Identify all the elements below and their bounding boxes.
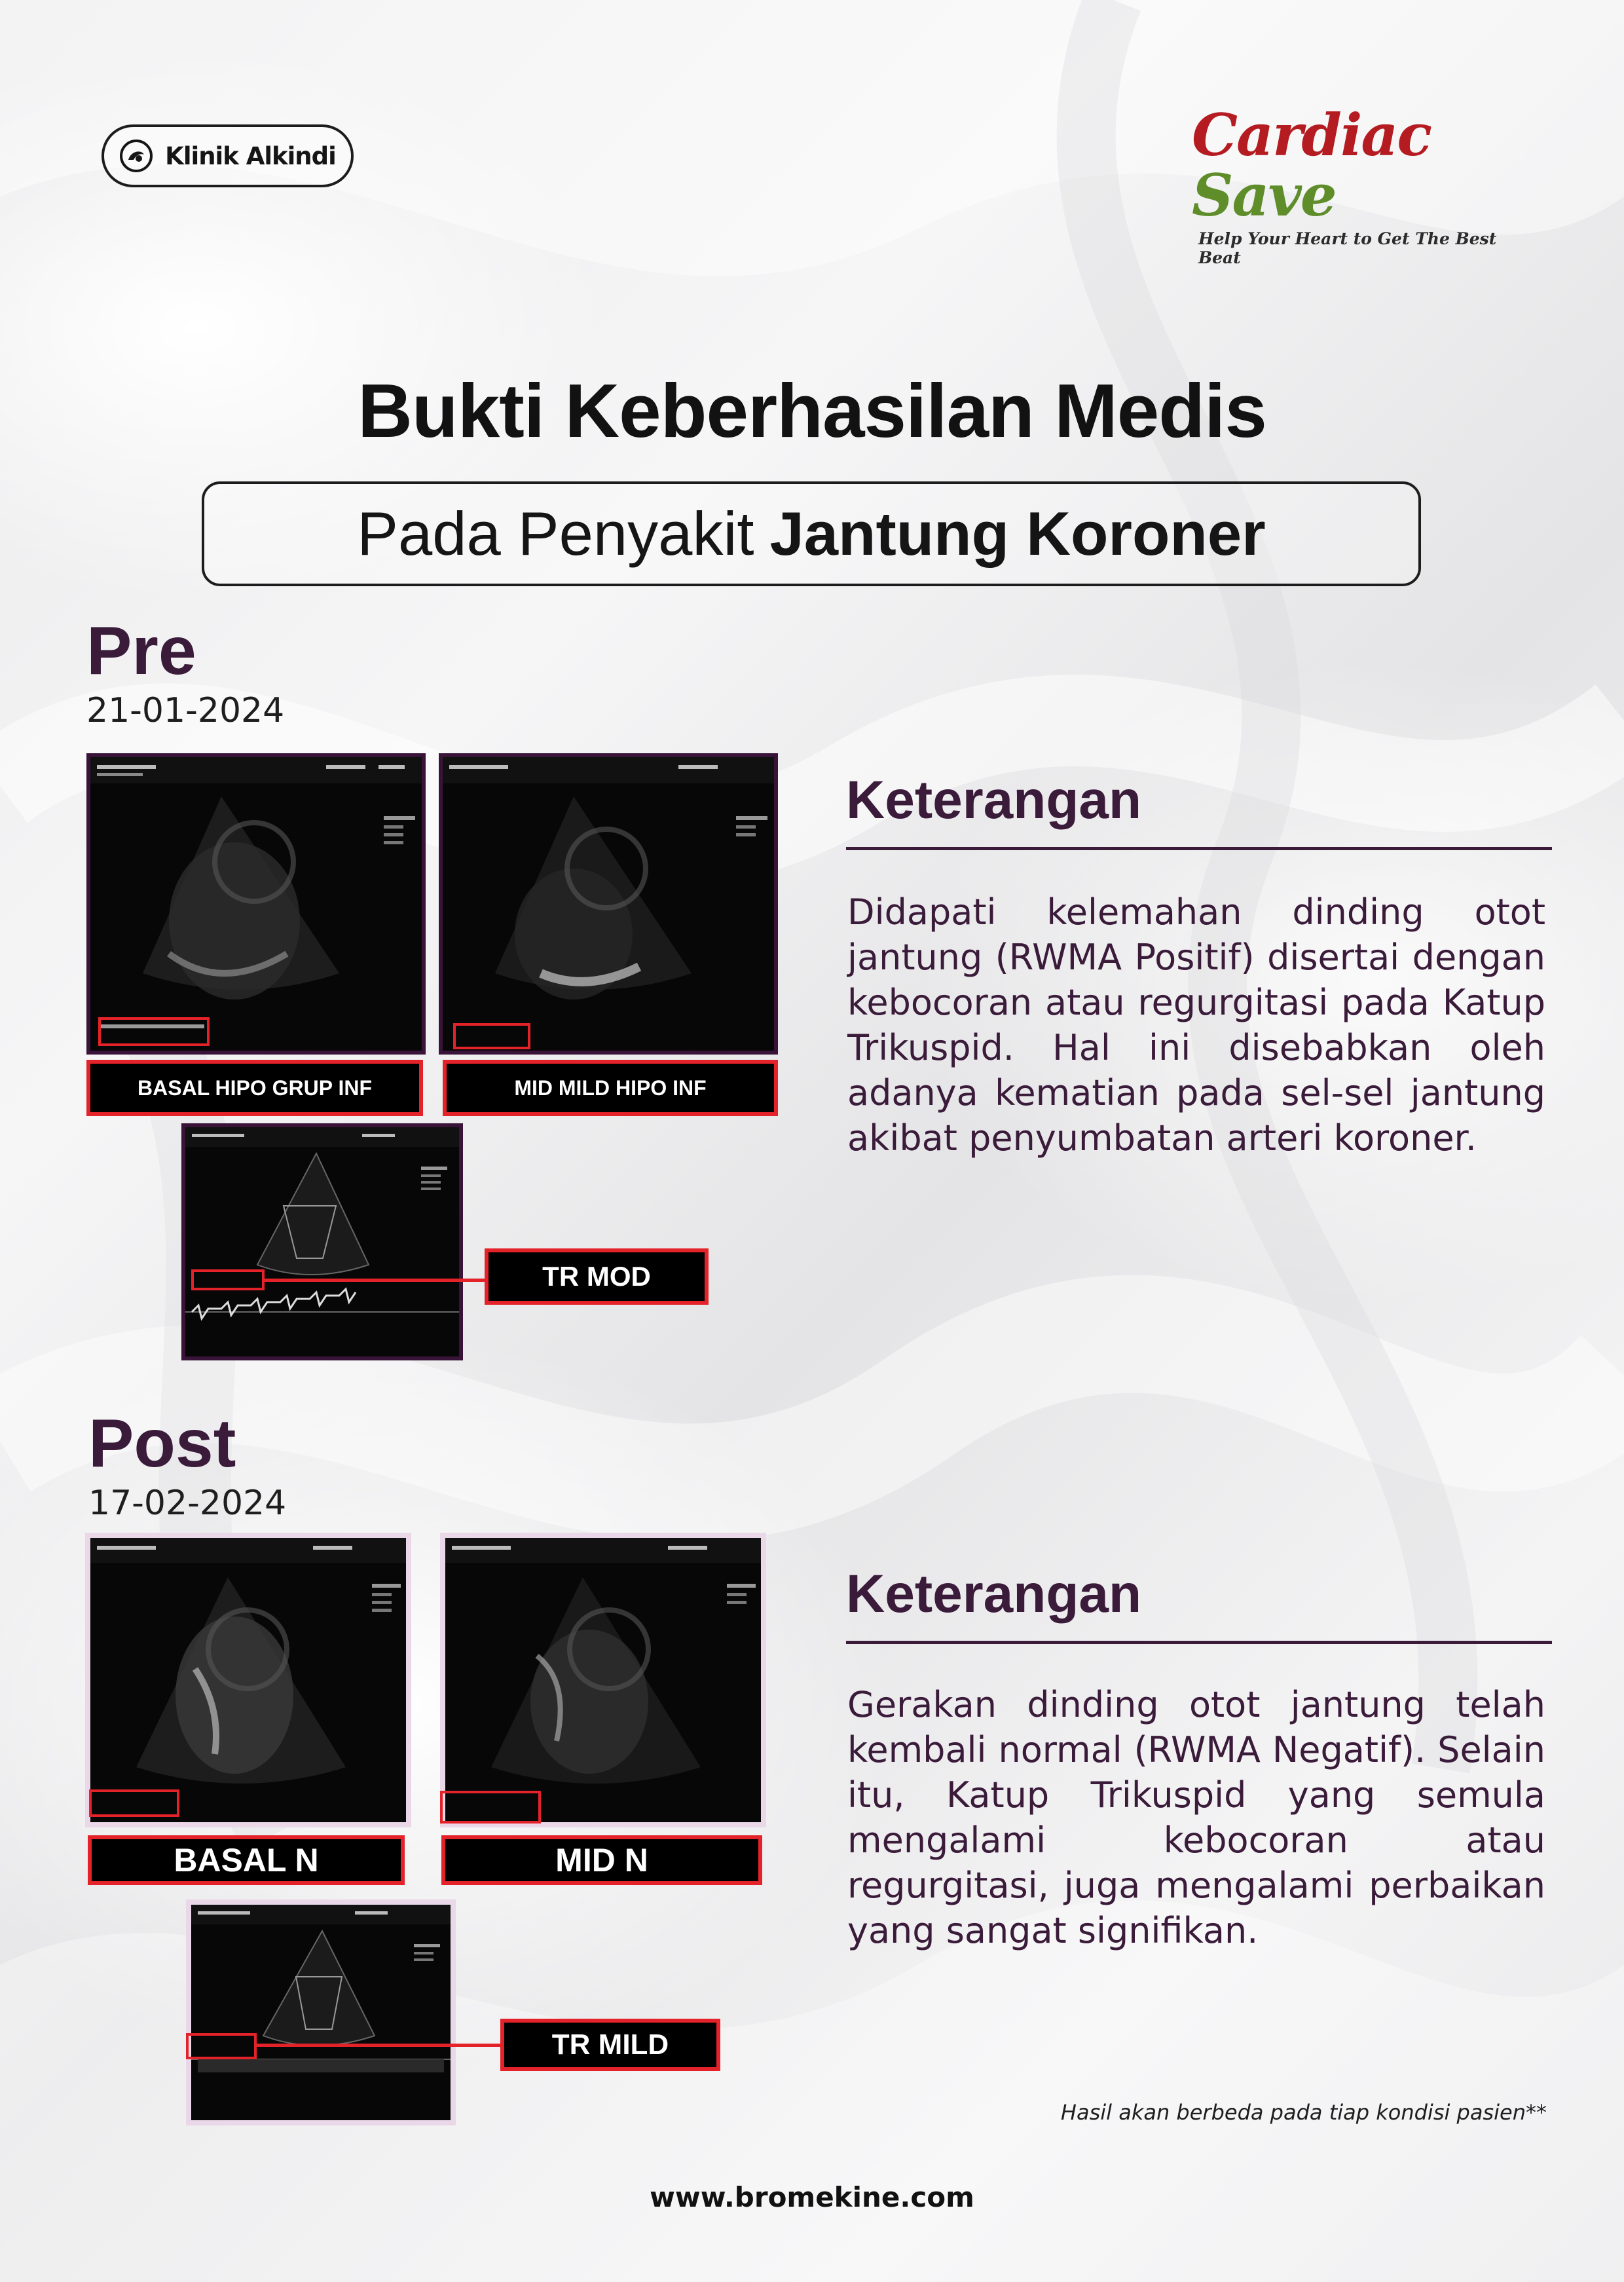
- pre-keterangan-text: Didapati kelemahan dinding otot jantung (RWMA Positif) disertai dengan kebocoran atau regurgitasi pada Katup Trikuspid. Hal ini disebabkan oleh adanya kematian pada sel-sel jantung akibat penyumbatan arteri koroner.: [847, 891, 1545, 1159]
- pre-caption-tr: TR MOD: [485, 1248, 709, 1305]
- subtitle-bold: Jantung Koroner: [769, 499, 1266, 568]
- echo-doppler-graphic: [185, 1127, 459, 1356]
- echo-scan-graphic: [445, 1538, 761, 1822]
- clinic-logo-icon: [119, 139, 153, 173]
- echo-scan-graphic: [443, 757, 774, 1051]
- post-keterangan-divider: [846, 1641, 1552, 1644]
- post-echo-image-tr: [186, 1899, 456, 2125]
- echo-scan-graphic: [90, 1538, 406, 1822]
- page-title: Bukti Keberhasilan Medis: [358, 368, 1266, 453]
- subtitle-regular: Pada Penyakit: [357, 499, 754, 568]
- brand-tagline: Help Your Heart to Get The Best Beat: [1198, 229, 1497, 267]
- post-tr-highlight: [186, 2033, 257, 2059]
- brand-name-part2: Save: [1192, 161, 1336, 229]
- brand-logo: [1192, 101, 1532, 267]
- pre-caption-mid: MID MILD HIPO INF: [443, 1060, 778, 1116]
- post-date: 17-02-2024: [88, 1484, 287, 1523]
- clinic-name: Klinik Alkindi: [165, 141, 336, 170]
- pre-keterangan-divider: [846, 847, 1552, 850]
- echo-scan-graphic: [90, 757, 422, 1051]
- pre-basal-highlight: [98, 1017, 210, 1046]
- brand-name: [1192, 101, 1532, 229]
- pre-tr-connector: [265, 1279, 487, 1282]
- clinic-badge: [101, 124, 354, 187]
- pre-echo-image-tr: [181, 1123, 463, 1360]
- pre-mid-highlight: [453, 1023, 530, 1049]
- post-echo-image-basal: [85, 1533, 411, 1827]
- echo-doppler-graphic: [191, 1905, 451, 2120]
- disclaimer-note: Hasil akan berbeda pada tiap kondisi pasien**: [1060, 2100, 1547, 2125]
- pre-date: 21-01-2024: [86, 691, 285, 730]
- post-caption-basal: BASAL N: [88, 1835, 405, 1885]
- post-label: Post: [88, 1406, 236, 1482]
- pre-echo-image-basal: [86, 753, 426, 1055]
- pre-label: Pre: [86, 613, 196, 689]
- post-keterangan-title: Keterangan: [846, 1564, 1142, 1624]
- post-basal-highlight: [89, 1789, 179, 1817]
- post-tr-connector: [257, 2044, 502, 2047]
- pre-caption-basal: BASAL HIPO GRUP INF: [86, 1060, 423, 1116]
- pre-echo-image-mid: [439, 753, 778, 1055]
- post-mid-highlight: [440, 1791, 541, 1824]
- post-caption-mid: MID N: [441, 1835, 762, 1885]
- brand-name-part1: Cardiac: [1192, 101, 1431, 169]
- post-keterangan-text: Gerakan dinding otot jantung telah kembali normal (RWMA Negatif). Selain itu, Katup Trikuspid yang semula mengalami kebocoran atau regurgitasi, juga mengalami perbaikan yang sangat signifikan.: [847, 1684, 1545, 1951]
- post-caption-tr: TR MILD: [500, 2019, 720, 2071]
- pre-tr-highlight: [191, 1269, 265, 1290]
- website-link[interactable]: www.bromekine.com: [650, 2181, 974, 2213]
- post-echo-image-mid: [440, 1533, 766, 1827]
- page-subtitle: [202, 481, 1421, 586]
- pre-keterangan-title: Keterangan: [846, 770, 1142, 830]
